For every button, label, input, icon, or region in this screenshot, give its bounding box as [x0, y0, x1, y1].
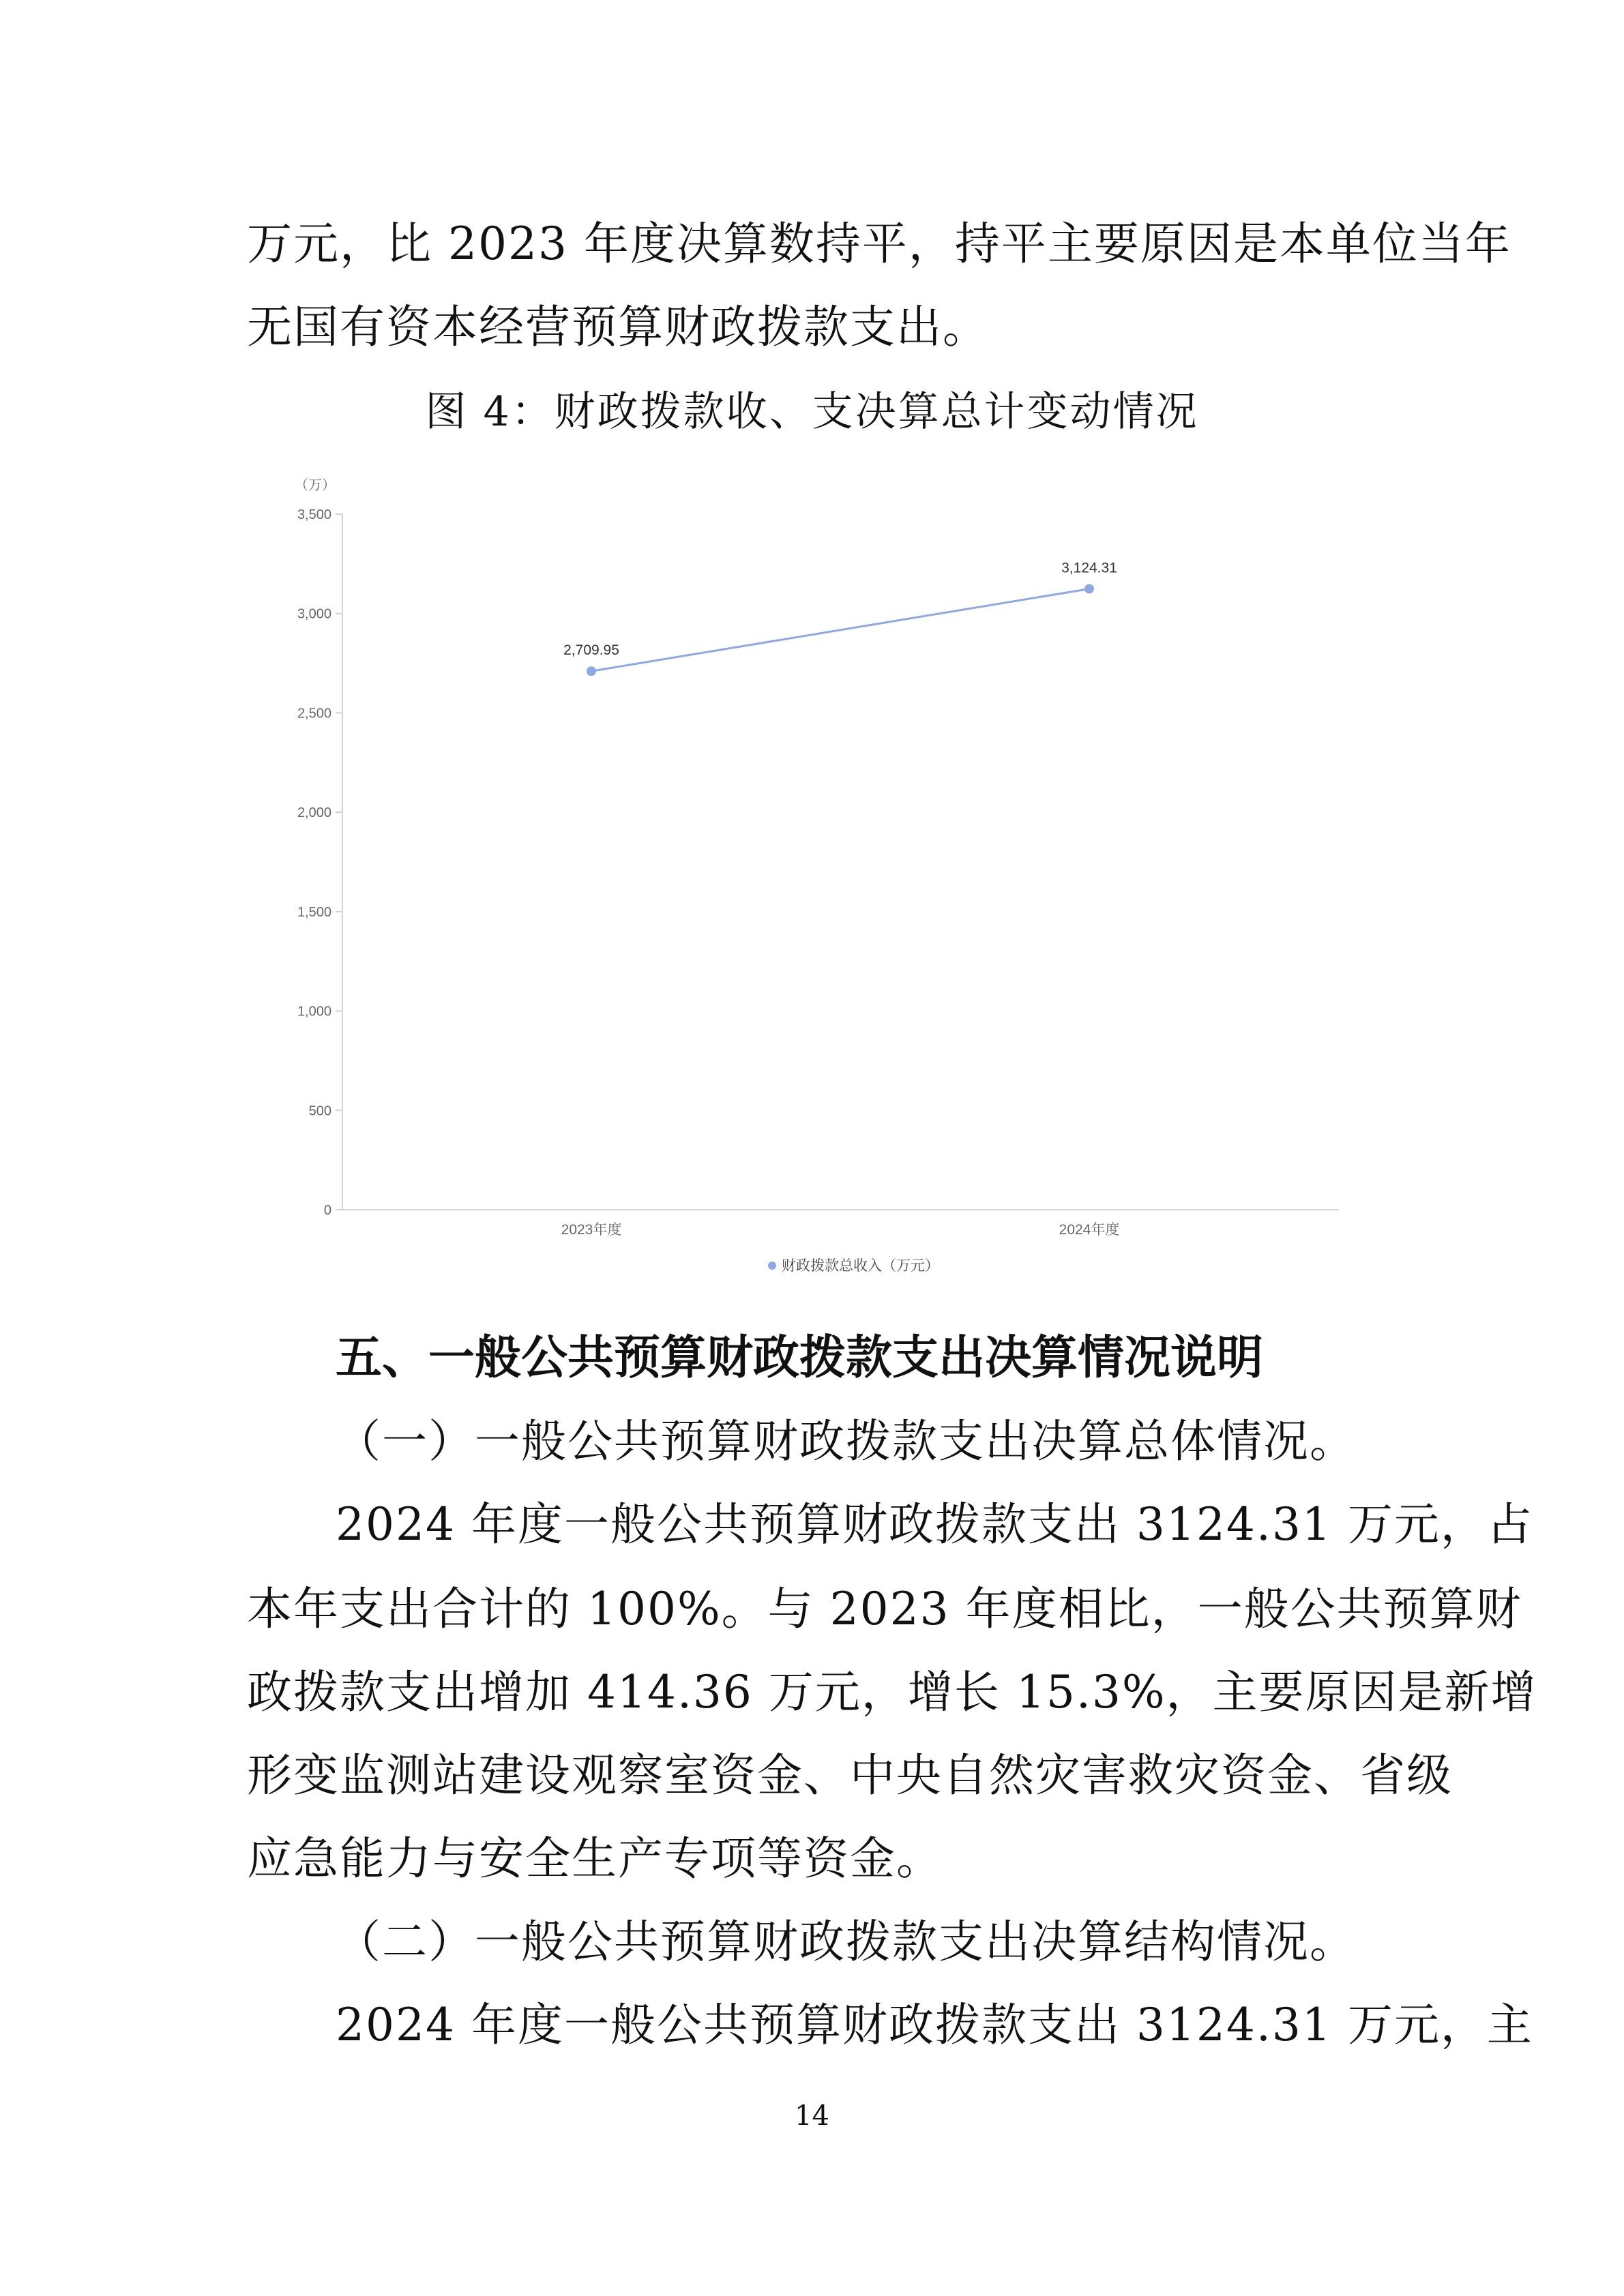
line-chart	[259, 464, 1364, 1289]
subsection-heading: （一）一般公共预算财政拨款支出决算总体情况。	[336, 1415, 1356, 1467]
y-tick-label: 3,000	[297, 606, 331, 622]
page-number: 14	[795, 2100, 829, 2132]
y-tick-label: 1,500	[297, 904, 331, 920]
y-tick-label: 2,500	[297, 706, 331, 721]
subsection-heading: （二）一般公共预算财政拨款支出决算结构情况。	[336, 1915, 1356, 1968]
legend-marker	[768, 1262, 776, 1270]
paragraph-line: 形变监测站建设观察室资金、中央自然灾害救灾资金、省级	[247, 1749, 1453, 1802]
paragraph-line: 无国有资本经营预算财政拨款支出。	[247, 301, 989, 353]
y-tick-label: 3,500	[297, 507, 331, 522]
y-tick-label: 500	[308, 1103, 331, 1119]
paragraph-line: 2024 年度一般公共预算财政拨款支出 3124.31 万元，占	[336, 1498, 1533, 1551]
series-line	[591, 588, 1089, 671]
x-tick-label: 2023年度	[561, 1222, 622, 1238]
section-heading: 五、一般公共预算财政拨款支出决算情况说明	[336, 1331, 1264, 1385]
paragraph-line: 万元，比 2023 年度决算数持平，持平主要原因是本单位当年	[247, 218, 1511, 270]
legend-label: 财政拨款总收入（万元）	[782, 1258, 939, 1274]
figure-caption: 图 4：财政拨款收、支决算总计变动情况	[425, 388, 1199, 436]
plot-area	[563, 560, 1117, 676]
paragraph-line: 应急能力与安全生产专项等资金。	[247, 1832, 943, 1885]
data-point	[587, 666, 596, 676]
data-point	[1084, 584, 1094, 593]
legend	[768, 1258, 939, 1274]
data-label: 2,709.95	[563, 642, 619, 659]
y-axis-unit-label: （万）	[295, 478, 336, 493]
y-axis	[295, 478, 342, 1218]
y-tick-label: 0	[323, 1203, 331, 1218]
y-tick-label: 1,000	[297, 1004, 331, 1019]
paragraph-line: 2024 年度一般公共预算财政拨款支出 3124.31 万元，主	[336, 1999, 1533, 2051]
x-axis	[342, 1210, 1338, 1238]
paragraph-line: 政拨款支出增加 414.36 万元，增长 15.3%，主要原因是新增	[247, 1666, 1537, 1718]
x-tick-label: 2024年度	[1059, 1222, 1120, 1238]
y-tick-label: 2,000	[297, 805, 331, 821]
data-label: 3,124.31	[1061, 560, 1117, 576]
paragraph-line: 本年支出合计的 100%。与 2023 年度相比，一般公共预算财	[247, 1583, 1522, 1635]
